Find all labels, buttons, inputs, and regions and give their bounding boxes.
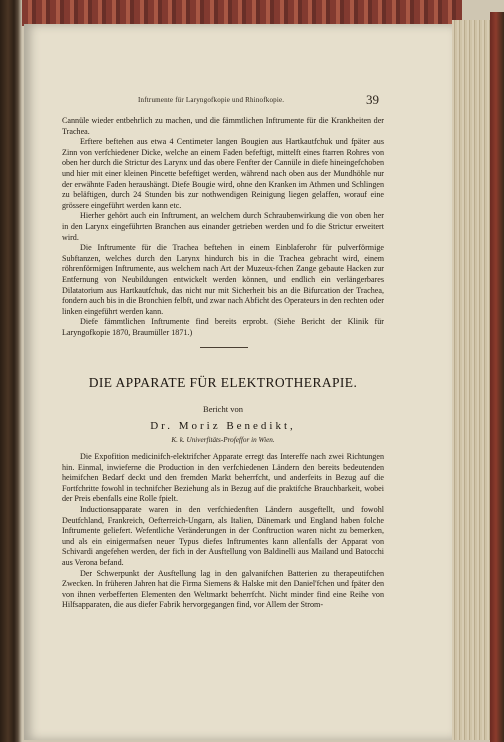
page-number: 39 <box>366 92 379 107</box>
paragraph: Inductionsapparate waren in den verfchiedenften Ländern ausgeftellt, und fowohl Deutfchland, Frankreich, Oefterreich-Ungarn, als Italien, Dänemark und England haben folche Inftrumente geliefert. Wefentliche Veränderungen in der Conftruction waren nicht zu bemerken, und als ein einigermafsen neuer Typus diefes Inftrumentes kann allenfalls der Apparat von Schivardi angefehen werden, der fich in der Ausftellung von Baldinelli aus Mailand und Batocchi aus Verona befand. <box>62 504 384 567</box>
paragraph: Die Expofition medicinifch-elektrifcher Apparate erregt das Intereffe nach zwei Richtungen hin. Einmal, inwieferne die Production in den verfchiedenen Ländern den bereits bedeutenden heimifchen Bedarf deckt und den fremden Markt beherrfcht, und anderfeits in Bezug auf die Fortfchritte fowohl in technifcher Beziehung als in Bezug auf die praktifche Brauchbarkeit, wobei der Preis ebenfalls eine Rolle fpielt. <box>62 452 384 504</box>
binding-edge <box>22 0 462 26</box>
cover-edge <box>490 12 504 742</box>
text-block-1 <box>62 116 384 338</box>
paragraph: Der Schwerpunkt der Ausftellung lag in den galvanifchen Batterien zu therapeutifchen Zwecken. In früheren Jahren hat die Firma Siemens & Halske mit den Daniel'fchen und fpäter den von ihnen verbefferten Elementen den Weltmarkt beherrfcht. Nicht minder find eine Reihe von Hilfsapparaten, die aus diefer Fabrik hervorgegangen find, vor Allem der Strom- <box>62 568 384 610</box>
byline: Bericht von <box>203 404 243 414</box>
author-affiliation: K. k. Univerfitäts-Profeffor in Wien. <box>171 436 275 444</box>
page-edges <box>452 20 492 740</box>
paragraph: Diefe fämmtlichen Inftrumente find bereits erprobt. (Siehe Bericht der Klinik für Laryngofkopie 1870, Braumüller 1871.) <box>62 317 384 337</box>
author-name: Dr. Moriz Benedikt, <box>150 420 296 432</box>
paragraph: Cannüle wieder entbehrlich zu machen, und die fämmtlichen Inftrumente für die Krankheiten der Trachea. <box>62 116 384 136</box>
paragraph: Hierher gehört auch ein Inftrument, an welchem durch Schraubenwirkung die von oben her in den Larynx eingeführten Branchen aus einander getrieben werden und fo die Strictur erweitert wird. <box>62 211 384 242</box>
section-title: DIE APPARATE FÜR ELEKTROTHERAPIE. <box>88 375 358 390</box>
running-head: Inftrumente für Laryngofkopie und Rhinofkopie. <box>138 96 285 104</box>
paragraph: Die Inftrumente für die Trachea beftehen in einem Einblaferohr für pulverförmige Subftanzen, welches durch den Larynx hindurch bis in die Trachea gebracht wird, einem röhrenförmigen Inftrumente, aus welchem nach Art der Muzeux-fchen Zange gebaute Hacken zur Entfernung von Neubildungen entwickelt werden können, und endlich ein verlängerbares Dilatatorium aus Hartkautfchuk, das nicht nur mit Sicherheit bis an die Bifurcation der Trachea, fondern auch bis in die Bronchien felbft, und zwar nach Abficht des Operateurs in den rechten oder linken eingeführt werden kann. <box>62 243 384 316</box>
paragraph: Erftere beftehen aus etwa 4 Centimeter langen Bougien aus Hartkautfchuk und fpäter aus Zinn von verfchiedener Dicke, welche an einem Faden befeftigt, mittelft eines ftarren Rohres von oben her durch die Strictur des Larynx und das obere Fenfter der Cannüle in diefe hineingefchoben und hier mit einer kleinen Pincette befeftiget werden, während nach oben aus der Mundhöhle nur der erwähnte Faden heraushängt. Diefe Bougie wird, ohne den Kranken im Athmen und Schlingen zu beläftigen, durch 24 Stunden bis zur nothwendigen Reinigung liegen gelaffen, worauf eine grössere eingeführt werden kann etc. <box>62 137 384 210</box>
text-block-2 <box>62 452 384 611</box>
section-divider <box>200 347 248 348</box>
